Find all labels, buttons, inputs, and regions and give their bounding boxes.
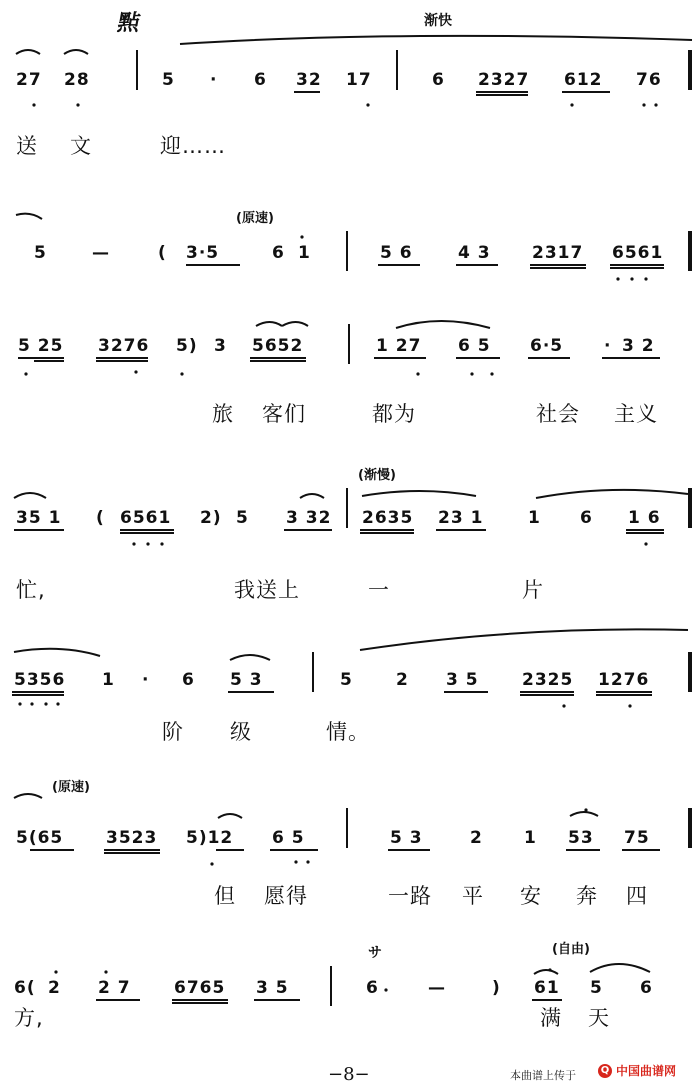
logo-icon: Q bbox=[598, 1064, 612, 1078]
lyric: 主义 bbox=[614, 402, 658, 426]
note: 6 5 bbox=[458, 336, 491, 356]
lyric: 旅 bbox=[212, 402, 234, 426]
lyric: 但 bbox=[214, 884, 236, 908]
note: 3 bbox=[214, 336, 227, 356]
note: ( bbox=[96, 508, 105, 528]
note: 3 32 bbox=[286, 508, 332, 528]
lyric: 方, bbox=[14, 1006, 44, 1030]
note: — bbox=[428, 978, 446, 998]
note: 32 bbox=[296, 70, 322, 90]
upload-source-label: 本曲谱上传于 bbox=[510, 1069, 576, 1082]
note: · bbox=[604, 336, 612, 356]
system-marks bbox=[0, 243, 700, 303]
note: 2317 bbox=[532, 243, 584, 263]
lyric: 我送上 bbox=[234, 578, 300, 602]
note: 61 bbox=[534, 978, 560, 998]
lyric: 都为 bbox=[372, 402, 416, 426]
note: 6561 bbox=[612, 243, 664, 263]
note: 6( bbox=[14, 978, 36, 998]
note: 1 bbox=[298, 243, 311, 263]
note: 6561 bbox=[120, 508, 172, 528]
system-marks bbox=[0, 70, 700, 130]
note: 5652 bbox=[252, 336, 304, 356]
note: 1276 bbox=[598, 670, 650, 690]
lyric: 客们 bbox=[262, 402, 306, 426]
note: 4 3 bbox=[458, 243, 491, 263]
note: 3 5 bbox=[446, 670, 479, 690]
note: 1 bbox=[102, 670, 115, 690]
lyric: 忙, bbox=[16, 578, 46, 602]
note: · bbox=[142, 670, 150, 690]
note: ( bbox=[158, 243, 167, 263]
note: 5)12 bbox=[186, 828, 234, 848]
note: 5 6 bbox=[380, 243, 413, 263]
note: 3 2 bbox=[622, 336, 655, 356]
header-tempo: 渐快 bbox=[424, 13, 452, 29]
note: 3·5 bbox=[186, 243, 220, 263]
note: 2) bbox=[200, 508, 222, 528]
page-number: −8− bbox=[328, 1064, 370, 1085]
note: 6 bbox=[432, 70, 445, 90]
tempo-mark: (原速) bbox=[52, 780, 90, 795]
lyric: 满 bbox=[540, 1006, 562, 1030]
note: 2325 bbox=[522, 670, 574, 690]
free-time-mark: サ bbox=[368, 945, 382, 961]
note: 75 bbox=[624, 828, 650, 848]
note: — bbox=[92, 243, 110, 263]
note: 5 25 bbox=[18, 336, 64, 356]
note: 1 27 bbox=[376, 336, 422, 356]
note: · bbox=[210, 70, 218, 90]
note: 6·5 bbox=[530, 336, 564, 356]
note: 6 bbox=[366, 978, 379, 998]
lyric: 片 bbox=[522, 578, 544, 602]
lyric: 级 bbox=[230, 720, 252, 744]
note: 5 bbox=[340, 670, 353, 690]
tempo-mark: (原速) bbox=[236, 211, 274, 226]
lyric: 一路 bbox=[388, 884, 432, 908]
site-name: 中国曲谱网 bbox=[616, 1064, 677, 1078]
note: 6 bbox=[272, 243, 285, 263]
lyric: 情。 bbox=[326, 720, 370, 744]
note: 5(65 bbox=[16, 828, 64, 848]
header-mark: 㸃 bbox=[115, 11, 142, 36]
note: 3 5 bbox=[256, 978, 289, 998]
lyric: 平 bbox=[462, 884, 484, 908]
note: 2 bbox=[48, 978, 61, 998]
lyric: 社会 bbox=[536, 402, 580, 426]
note: 2 bbox=[396, 670, 409, 690]
system-marks bbox=[0, 336, 700, 396]
note: 17 bbox=[346, 70, 372, 90]
note: 28 bbox=[64, 70, 90, 90]
note: 2 7 bbox=[98, 978, 131, 998]
note: 27 bbox=[16, 70, 42, 90]
lyric: 安 bbox=[520, 884, 542, 908]
note: 6765 bbox=[174, 978, 226, 998]
note: 5 bbox=[236, 508, 249, 528]
note: 1 bbox=[528, 508, 541, 528]
note: 5 3 bbox=[230, 670, 263, 690]
note: 2 bbox=[470, 828, 483, 848]
note: 5 bbox=[590, 978, 603, 998]
note: ) bbox=[492, 978, 501, 998]
note: 35 1 bbox=[16, 508, 62, 528]
note: 612 bbox=[564, 70, 603, 90]
system-marks bbox=[0, 508, 700, 568]
note: 6 5 bbox=[272, 828, 305, 848]
note: 5 bbox=[162, 70, 175, 90]
lyric: 天 bbox=[588, 1006, 610, 1030]
lyric: 愿得 bbox=[264, 884, 308, 908]
lyric: 阶 bbox=[162, 720, 184, 744]
note: 3523 bbox=[106, 828, 158, 848]
note: 2327 bbox=[478, 70, 530, 90]
note: 2635 bbox=[362, 508, 414, 528]
note: 5 3 bbox=[390, 828, 423, 848]
tempo-mark: (自由) bbox=[552, 942, 590, 957]
note: 5356 bbox=[14, 670, 66, 690]
note: 3276 bbox=[98, 336, 150, 356]
lyric: 迎…… bbox=[160, 134, 226, 158]
note: 76 bbox=[636, 70, 662, 90]
lyric: 一 bbox=[368, 578, 390, 602]
site-logo[interactable] bbox=[598, 1062, 676, 1079]
note: 6 bbox=[182, 670, 195, 690]
system-marks bbox=[0, 828, 700, 888]
note: 53 bbox=[568, 828, 594, 848]
tempo-mark: (渐慢) bbox=[358, 468, 396, 483]
note: 6 bbox=[254, 70, 267, 90]
note: 1 6 bbox=[628, 508, 661, 528]
note: 5) bbox=[176, 336, 198, 356]
note: 5 bbox=[34, 243, 47, 263]
note: 6 bbox=[580, 508, 593, 528]
lyric: 四 bbox=[626, 884, 648, 908]
note: 6 bbox=[640, 978, 653, 998]
note: 23 1 bbox=[438, 508, 484, 528]
lyric: 奔 bbox=[576, 884, 598, 908]
note: 1 bbox=[524, 828, 537, 848]
lyric: 送 bbox=[16, 134, 38, 158]
lyric: 文 bbox=[70, 134, 92, 158]
